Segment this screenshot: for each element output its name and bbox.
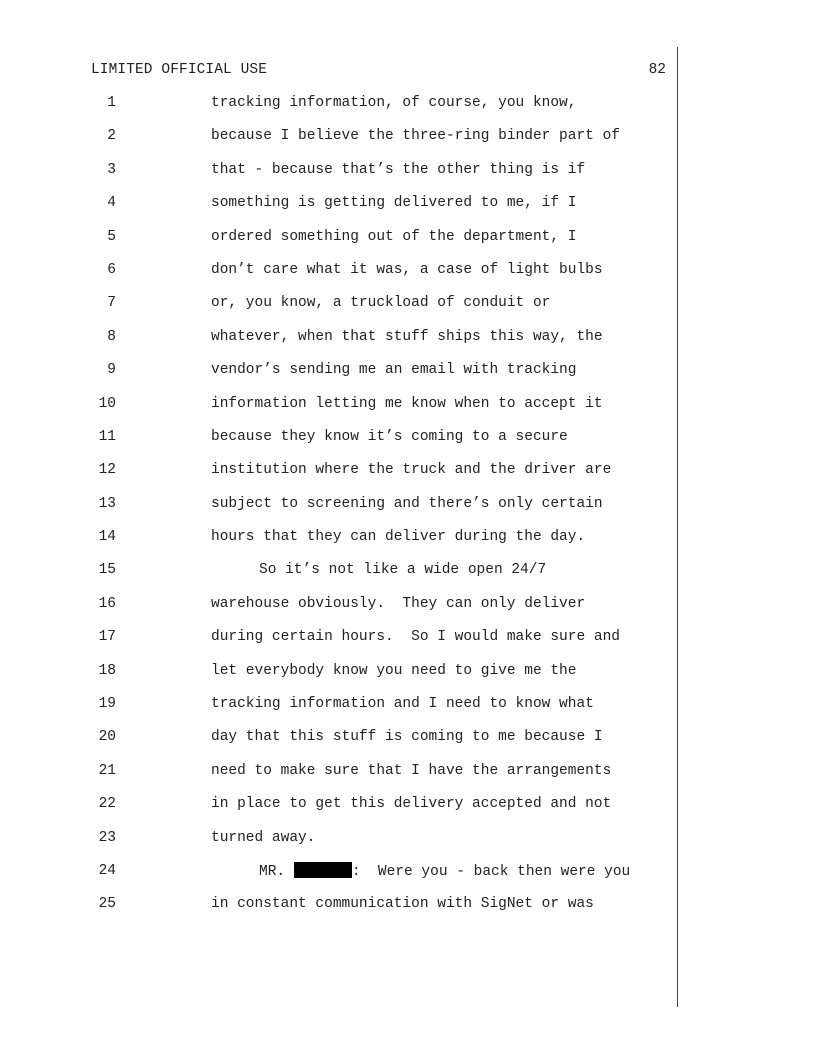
- line-text: warehouse obviously. They can only deliver: [211, 595, 586, 612]
- transcript-line: [0, 428, 816, 461]
- line-text: So it’s not like a wide open 24/7: [259, 562, 547, 579]
- line-number: 16: [98, 595, 116, 612]
- line-number: 3: [107, 161, 116, 178]
- line-number: 12: [98, 462, 116, 479]
- line-number: 25: [98, 896, 116, 913]
- transcript-line: [0, 328, 816, 361]
- line-number: 2: [107, 128, 116, 145]
- line-text: whatever, when that stuff ships this way, the: [211, 328, 603, 345]
- line-number: 19: [98, 696, 116, 713]
- transcript-line: [0, 528, 816, 561]
- line-text: in constant communication with SigNet or was: [211, 896, 594, 913]
- transcript-line: [0, 294, 816, 327]
- line-text: ordered something out of the department, I: [211, 228, 577, 245]
- line-text: vendor’s sending me an email with tracking: [211, 362, 577, 379]
- line-number: 21: [98, 762, 116, 779]
- line-text: institution where the truck and the driver are: [211, 462, 612, 479]
- line-number: 7: [107, 295, 116, 312]
- transcript-line: [0, 628, 816, 661]
- transcript-line: [0, 895, 816, 928]
- transcript-line: [0, 127, 816, 160]
- transcript-line: [0, 728, 816, 761]
- line-text: during certain hours. So I would make sure and: [211, 629, 620, 646]
- transcript-line: [0, 461, 816, 494]
- line-number: 14: [98, 529, 116, 546]
- page-number: 82: [648, 62, 666, 78]
- line-number: 23: [98, 829, 116, 846]
- line-text: subject to screening and there’s only certain: [211, 495, 603, 512]
- line-number: 18: [98, 662, 116, 679]
- line-text: because I believe the three-ring binder part of: [211, 128, 620, 145]
- line-number: 5: [107, 228, 116, 245]
- line-text-indented: [211, 561, 546, 579]
- line-number: 6: [107, 261, 116, 278]
- line-number: 1: [107, 95, 116, 111]
- line-number: 17: [98, 629, 116, 646]
- transcript-line: [0, 829, 816, 862]
- transcript-line: [0, 228, 816, 261]
- transcript-line: [0, 194, 816, 227]
- transcript-line: [0, 361, 816, 394]
- line-text: : Were you - back then were you: [351, 863, 631, 880]
- transcript-line: [0, 94, 816, 127]
- line-text: tracking information, of course, you know,: [211, 95, 577, 111]
- speaker-prefix: MR.: [259, 863, 294, 880]
- line-text: don’t care what it was, a case of light bulbs: [211, 261, 603, 278]
- line-text: because they know it’s coming to a secure: [211, 428, 568, 445]
- line-text: information letting me know when to accept it: [211, 395, 603, 412]
- line-text: turned away.: [211, 829, 316, 846]
- transcript-line: [0, 762, 816, 795]
- transcript-line: [0, 862, 816, 895]
- line-number: 15: [98, 562, 116, 579]
- line-text: something is getting delivered to me, if I: [211, 195, 577, 212]
- line-number: 13: [98, 495, 116, 512]
- transcript-line: [0, 695, 816, 728]
- line-number: 24: [98, 862, 116, 879]
- line-text: tracking information and I need to know what: [211, 696, 594, 713]
- line-text: that - because that’s the other thing is if: [211, 161, 586, 178]
- line-text: day that this stuff is coming to me because I: [211, 729, 603, 746]
- transcript-line: [0, 495, 816, 528]
- transcript-line: [0, 662, 816, 695]
- line-text: hours that they can deliver during the day.: [211, 529, 586, 546]
- transcript-line: [0, 261, 816, 294]
- line-number: 10: [98, 395, 116, 412]
- redaction-box: [294, 862, 352, 878]
- transcript-lines: [0, 94, 816, 929]
- line-text: let everybody know you need to give me the: [211, 662, 577, 679]
- line-number: 8: [107, 328, 116, 345]
- transcript-line: [0, 161, 816, 194]
- line-number: 9: [107, 362, 116, 379]
- line-text: or, you know, a truckload of conduit or: [211, 295, 551, 312]
- transcript-line: [0, 395, 816, 428]
- line-text: in place to get this delivery accepted and not: [211, 796, 612, 813]
- line-number: 4: [107, 195, 116, 212]
- transcript-line: [0, 795, 816, 828]
- transcript-line: [0, 561, 816, 594]
- line-number: 22: [98, 796, 116, 813]
- classification-header: LIMITED OFFICIAL USE: [91, 62, 268, 78]
- line-text-indented: [211, 862, 630, 881]
- line-number: 11: [98, 428, 116, 445]
- transcript-line: [0, 595, 816, 628]
- line-text: need to make sure that I have the arrangements: [211, 762, 612, 779]
- line-number: 20: [98, 729, 116, 746]
